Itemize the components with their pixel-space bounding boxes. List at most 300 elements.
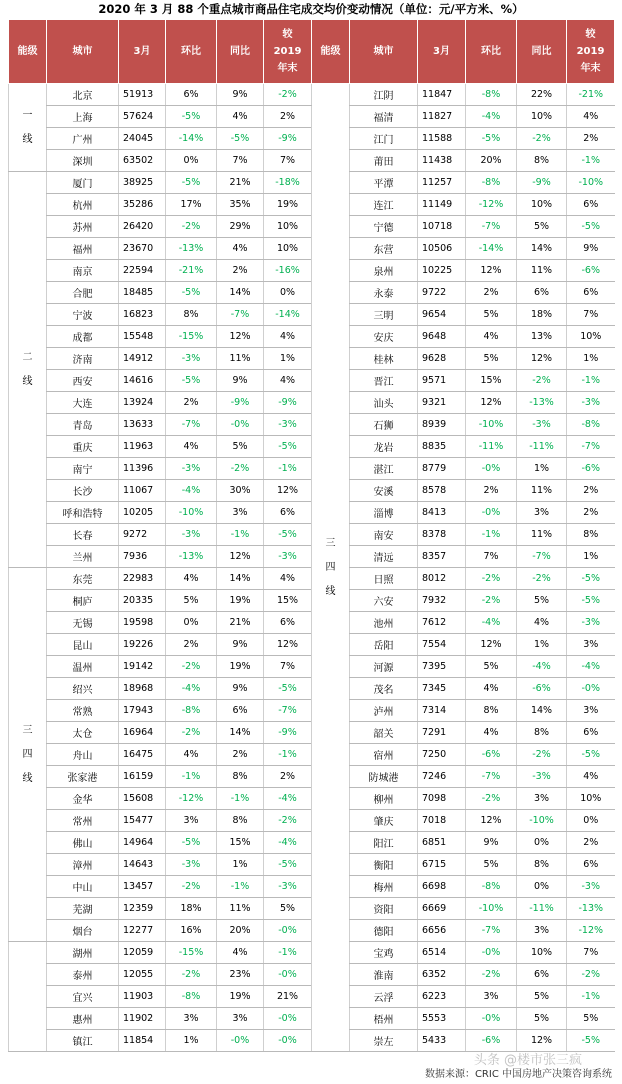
avg-price: 6352 bbox=[418, 964, 466, 986]
ytd-change: -12% bbox=[567, 920, 615, 942]
mom-change: -13% bbox=[166, 546, 217, 568]
mom-change: -1% bbox=[166, 766, 217, 788]
ytd-change: -1% bbox=[264, 942, 312, 964]
ytd-change: 10% bbox=[567, 788, 615, 810]
avg-price: 5433 bbox=[418, 1030, 466, 1052]
avg-price: 8939 bbox=[418, 414, 466, 436]
avg-price: 15477 bbox=[119, 810, 166, 832]
city-name: 宁德 bbox=[350, 216, 418, 238]
mom-change: 4% bbox=[166, 744, 217, 766]
mom-change: -5% bbox=[166, 106, 217, 128]
header-yoy-2: 同比 bbox=[517, 20, 567, 84]
mom-change: 17% bbox=[166, 194, 217, 216]
mom-change: 5% bbox=[466, 656, 517, 678]
avg-price: 11847 bbox=[418, 84, 466, 106]
yoy-change: -7% bbox=[217, 304, 264, 326]
avg-price: 9321 bbox=[418, 392, 466, 414]
mom-change: 12% bbox=[466, 260, 517, 282]
mom-change: -6% bbox=[466, 1030, 517, 1052]
ytd-change: 12% bbox=[264, 480, 312, 502]
avg-price: 11902 bbox=[119, 1008, 166, 1030]
city-name: 日照 bbox=[350, 568, 418, 590]
avg-price: 7345 bbox=[418, 678, 466, 700]
ytd-change: 8% bbox=[567, 524, 615, 546]
ytd-change: 15% bbox=[264, 590, 312, 612]
city-name: 上海 bbox=[47, 106, 119, 128]
yoy-change: 1% bbox=[217, 854, 264, 876]
tier-cell bbox=[9, 172, 47, 568]
yoy-change: 11% bbox=[517, 524, 567, 546]
yoy-change: 12% bbox=[217, 546, 264, 568]
yoy-change: 2% bbox=[217, 260, 264, 282]
yoy-change: 11% bbox=[217, 898, 264, 920]
yoy-change: 4% bbox=[517, 612, 567, 634]
avg-price: 6223 bbox=[418, 986, 466, 1008]
yoy-change: 3% bbox=[517, 502, 567, 524]
city-name: 惠州 bbox=[47, 1008, 119, 1030]
city-name: 桐庐 bbox=[47, 590, 119, 612]
avg-price: 57624 bbox=[119, 106, 166, 128]
yoy-change: 21% bbox=[217, 612, 264, 634]
avg-price: 26420 bbox=[119, 216, 166, 238]
city-name: 石狮 bbox=[350, 414, 418, 436]
yoy-change: 8% bbox=[517, 150, 567, 172]
city-name: 崇左 bbox=[350, 1030, 418, 1052]
mom-change: 3% bbox=[466, 986, 517, 1008]
avg-price: 19598 bbox=[119, 612, 166, 634]
yoy-change: 0% bbox=[517, 832, 567, 854]
yoy-change: 8% bbox=[217, 810, 264, 832]
mom-change: 2% bbox=[466, 282, 517, 304]
mom-change: 12% bbox=[466, 634, 517, 656]
ytd-change: -6% bbox=[567, 458, 615, 480]
yoy-change: -3% bbox=[517, 414, 567, 436]
ytd-change: 2% bbox=[567, 128, 615, 150]
avg-price: 22594 bbox=[119, 260, 166, 282]
avg-price: 17943 bbox=[119, 700, 166, 722]
city-name: 烟台 bbox=[47, 920, 119, 942]
avg-price: 7612 bbox=[418, 612, 466, 634]
avg-price: 12055 bbox=[119, 964, 166, 986]
avg-price: 8413 bbox=[418, 502, 466, 524]
ytd-change: 10% bbox=[567, 326, 615, 348]
city-name: 云浮 bbox=[350, 986, 418, 1008]
city-name: 池州 bbox=[350, 612, 418, 634]
yoy-change: 5% bbox=[517, 986, 567, 1008]
yoy-change: 29% bbox=[217, 216, 264, 238]
mom-change: 4% bbox=[166, 436, 217, 458]
city-name: 济南 bbox=[47, 348, 119, 370]
ytd-change: -3% bbox=[264, 876, 312, 898]
yoy-change: 30% bbox=[217, 480, 264, 502]
tier-label: 三四线 bbox=[22, 724, 33, 784]
mom-change: -4% bbox=[466, 612, 517, 634]
city-name: 泰州 bbox=[47, 964, 119, 986]
ytd-change: 1% bbox=[567, 348, 615, 370]
mom-change: -3% bbox=[166, 458, 217, 480]
ytd-change: -14% bbox=[264, 304, 312, 326]
yoy-change: 8% bbox=[217, 766, 264, 788]
avg-price: 6656 bbox=[418, 920, 466, 942]
ytd-change: 4% bbox=[264, 370, 312, 392]
ytd-change: -2% bbox=[567, 964, 615, 986]
ytd-change: -3% bbox=[567, 876, 615, 898]
city-name: 西安 bbox=[47, 370, 119, 392]
mom-change: 0% bbox=[166, 612, 217, 634]
city-name: 镇江 bbox=[47, 1030, 119, 1052]
mom-change: -2% bbox=[466, 788, 517, 810]
yoy-change: 5% bbox=[217, 436, 264, 458]
avg-price: 20335 bbox=[119, 590, 166, 612]
ytd-change: -5% bbox=[567, 216, 615, 238]
city-name: 连江 bbox=[350, 194, 418, 216]
ytd-change: 6% bbox=[567, 854, 615, 876]
city-name: 茂名 bbox=[350, 678, 418, 700]
yoy-change: 20% bbox=[217, 920, 264, 942]
yoy-change: -1% bbox=[217, 876, 264, 898]
ytd-change: -4% bbox=[567, 656, 615, 678]
mom-change: -2% bbox=[166, 216, 217, 238]
mom-change: -5% bbox=[166, 282, 217, 304]
tier-label: 三四线 bbox=[325, 537, 336, 597]
ytd-change: 4% bbox=[264, 568, 312, 590]
city-name: 杭州 bbox=[47, 194, 119, 216]
mom-change: -13% bbox=[166, 238, 217, 260]
city-name: 汕头 bbox=[350, 392, 418, 414]
city-name: 深圳 bbox=[47, 150, 119, 172]
ytd-change: 10% bbox=[264, 216, 312, 238]
ytd-change: 3% bbox=[567, 700, 615, 722]
yoy-change: 12% bbox=[217, 326, 264, 348]
yoy-change: 6% bbox=[217, 700, 264, 722]
yoy-change: -9% bbox=[517, 172, 567, 194]
avg-price: 7314 bbox=[418, 700, 466, 722]
avg-price: 11149 bbox=[418, 194, 466, 216]
mom-change: -6% bbox=[466, 744, 517, 766]
yoy-change: 3% bbox=[217, 502, 264, 524]
city-name: 永泰 bbox=[350, 282, 418, 304]
city-name: 重庆 bbox=[47, 436, 119, 458]
city-name: 宝鸡 bbox=[350, 942, 418, 964]
mom-change: -2% bbox=[166, 722, 217, 744]
yoy-change: -4% bbox=[517, 656, 567, 678]
mom-change: 4% bbox=[166, 568, 217, 590]
ytd-change: -8% bbox=[567, 414, 615, 436]
city-name: 江阴 bbox=[350, 84, 418, 106]
city-name: 青岛 bbox=[47, 414, 119, 436]
city-name: 泉州 bbox=[350, 260, 418, 282]
tier-cell bbox=[9, 84, 47, 172]
ytd-change: -3% bbox=[567, 612, 615, 634]
yoy-change: 10% bbox=[517, 942, 567, 964]
ytd-change: -3% bbox=[264, 414, 312, 436]
mom-change: -15% bbox=[166, 942, 217, 964]
yoy-change: 14% bbox=[517, 238, 567, 260]
ytd-change: 2% bbox=[567, 480, 615, 502]
mom-change: -7% bbox=[466, 216, 517, 238]
yoy-change: -3% bbox=[517, 766, 567, 788]
mom-change: 5% bbox=[466, 348, 517, 370]
mom-change: 3% bbox=[166, 1008, 217, 1030]
avg-price: 18485 bbox=[119, 282, 166, 304]
ytd-change: 2% bbox=[264, 106, 312, 128]
yoy-change: -9% bbox=[217, 392, 264, 414]
ytd-change: 19% bbox=[264, 194, 312, 216]
ytd-change: 3% bbox=[567, 634, 615, 656]
city-name: 衡阳 bbox=[350, 854, 418, 876]
avg-price: 9628 bbox=[418, 348, 466, 370]
city-name: 湖州 bbox=[47, 942, 119, 964]
mom-change: 15% bbox=[466, 370, 517, 392]
mom-change: 2% bbox=[166, 392, 217, 414]
avg-price: 11827 bbox=[418, 106, 466, 128]
city-name: 东莞 bbox=[47, 568, 119, 590]
table-title: 2020 年 3 月 88 个重点城市商品住宅成交均价变动情况（单位：元/平方米、%） bbox=[98, 2, 524, 16]
ytd-change: -7% bbox=[264, 700, 312, 722]
city-name: 成都 bbox=[47, 326, 119, 348]
mom-change: -2% bbox=[166, 964, 217, 986]
yoy-change: 4% bbox=[217, 238, 264, 260]
avg-price: 7395 bbox=[418, 656, 466, 678]
yoy-change: -13% bbox=[517, 392, 567, 414]
yoy-change: 35% bbox=[217, 194, 264, 216]
avg-price: 10205 bbox=[119, 502, 166, 524]
avg-price: 16475 bbox=[119, 744, 166, 766]
yoy-change: -0% bbox=[217, 414, 264, 436]
ytd-change: -3% bbox=[567, 392, 615, 414]
city-name: 太仓 bbox=[47, 722, 119, 744]
avg-price: 7250 bbox=[418, 744, 466, 766]
ytd-change: -4% bbox=[264, 788, 312, 810]
mom-change: -4% bbox=[466, 106, 517, 128]
city-name: 北京 bbox=[47, 84, 119, 106]
avg-price: 6851 bbox=[418, 832, 466, 854]
avg-price: 23670 bbox=[119, 238, 166, 260]
mom-change: -12% bbox=[166, 788, 217, 810]
ytd-change: -9% bbox=[264, 392, 312, 414]
avg-price: 7291 bbox=[418, 722, 466, 744]
mom-change: -3% bbox=[166, 348, 217, 370]
avg-price: 12359 bbox=[119, 898, 166, 920]
city-name: 德阳 bbox=[350, 920, 418, 942]
mom-change: 2% bbox=[166, 634, 217, 656]
ytd-change: -1% bbox=[264, 458, 312, 480]
city-name: 清远 bbox=[350, 546, 418, 568]
avg-price: 51913 bbox=[119, 84, 166, 106]
ytd-change: -0% bbox=[264, 920, 312, 942]
avg-price: 14912 bbox=[119, 348, 166, 370]
mom-change: 8% bbox=[466, 700, 517, 722]
yoy-change: 21% bbox=[217, 172, 264, 194]
ytd-change: 6% bbox=[264, 502, 312, 524]
city-name: 龙岩 bbox=[350, 436, 418, 458]
mom-change: 9% bbox=[466, 832, 517, 854]
city-name: 桂林 bbox=[350, 348, 418, 370]
mom-change: 5% bbox=[166, 590, 217, 612]
ytd-change: 7% bbox=[264, 150, 312, 172]
yoy-change: 6% bbox=[517, 964, 567, 986]
yoy-change: 14% bbox=[217, 568, 264, 590]
ytd-change: 21% bbox=[264, 986, 312, 1008]
avg-price: 22983 bbox=[119, 568, 166, 590]
ytd-change: 6% bbox=[567, 194, 615, 216]
ytd-change: -1% bbox=[264, 744, 312, 766]
city-name: 兰州 bbox=[47, 546, 119, 568]
ytd-change: 7% bbox=[567, 942, 615, 964]
avg-price: 8779 bbox=[418, 458, 466, 480]
city-name: 厦门 bbox=[47, 172, 119, 194]
avg-price: 19142 bbox=[119, 656, 166, 678]
mom-change: -10% bbox=[466, 414, 517, 436]
mom-change: -3% bbox=[166, 524, 217, 546]
city-name: 昆山 bbox=[47, 634, 119, 656]
mom-change: 20% bbox=[466, 150, 517, 172]
ytd-change: -9% bbox=[264, 128, 312, 150]
ytd-change: 1% bbox=[567, 546, 615, 568]
avg-price: 11854 bbox=[119, 1030, 166, 1052]
city-name: 佛山 bbox=[47, 832, 119, 854]
ytd-change: -5% bbox=[567, 590, 615, 612]
mom-change: -0% bbox=[466, 502, 517, 524]
mom-change: 4% bbox=[466, 326, 517, 348]
ytd-change: -9% bbox=[264, 722, 312, 744]
city-name: 长沙 bbox=[47, 480, 119, 502]
ytd-change: -21% bbox=[567, 84, 615, 106]
avg-price: 13924 bbox=[119, 392, 166, 414]
mom-change: 0% bbox=[166, 150, 217, 172]
yoy-change: 9% bbox=[217, 634, 264, 656]
header-ytd: 较 2019 年末 bbox=[264, 20, 312, 84]
mom-change: 6% bbox=[166, 84, 217, 106]
mom-change: -4% bbox=[166, 678, 217, 700]
yoy-change: 2% bbox=[217, 744, 264, 766]
yoy-change: -6% bbox=[517, 678, 567, 700]
city-name: 梅州 bbox=[350, 876, 418, 898]
city-name: 合肥 bbox=[47, 282, 119, 304]
city-name: 岳阳 bbox=[350, 634, 418, 656]
ytd-change: 2% bbox=[567, 502, 615, 524]
yoy-change: 19% bbox=[217, 656, 264, 678]
avg-price: 8578 bbox=[418, 480, 466, 502]
avg-price: 16823 bbox=[119, 304, 166, 326]
yoy-change: 4% bbox=[217, 106, 264, 128]
city-name: 常熟 bbox=[47, 700, 119, 722]
city-name: 梧州 bbox=[350, 1008, 418, 1030]
yoy-change: -11% bbox=[517, 898, 567, 920]
city-name: 南安 bbox=[350, 524, 418, 546]
mom-change: 16% bbox=[166, 920, 217, 942]
mom-change: -0% bbox=[466, 1008, 517, 1030]
city-name: 安溪 bbox=[350, 480, 418, 502]
yoy-change: 1% bbox=[517, 458, 567, 480]
mom-change: -8% bbox=[466, 876, 517, 898]
yoy-change: 9% bbox=[217, 84, 264, 106]
yoy-change: 15% bbox=[217, 832, 264, 854]
city-name: 阳江 bbox=[350, 832, 418, 854]
avg-price: 12059 bbox=[119, 942, 166, 964]
header-march-2: 3月 bbox=[418, 20, 466, 84]
tier-cell bbox=[9, 568, 47, 942]
mom-change: 4% bbox=[466, 678, 517, 700]
avg-price: 15608 bbox=[119, 788, 166, 810]
table-row bbox=[9, 84, 615, 106]
ytd-change: -13% bbox=[567, 898, 615, 920]
yoy-change: 10% bbox=[517, 194, 567, 216]
table-body bbox=[9, 84, 615, 1052]
ytd-change: 1% bbox=[264, 348, 312, 370]
city-name: 三明 bbox=[350, 304, 418, 326]
ytd-change: -1% bbox=[567, 986, 615, 1008]
ytd-change: 10% bbox=[264, 238, 312, 260]
yoy-change: -2% bbox=[517, 128, 567, 150]
avg-price: 16964 bbox=[119, 722, 166, 744]
yoy-change: 8% bbox=[517, 722, 567, 744]
yoy-change: 3% bbox=[517, 788, 567, 810]
tier-label: 二线 bbox=[22, 351, 33, 387]
city-name: 南宁 bbox=[47, 458, 119, 480]
avg-price: 6514 bbox=[418, 942, 466, 964]
yoy-change: 9% bbox=[217, 678, 264, 700]
avg-price: 11396 bbox=[119, 458, 166, 480]
city-name: 肇庆 bbox=[350, 810, 418, 832]
ytd-change: -2% bbox=[264, 84, 312, 106]
avg-price: 13633 bbox=[119, 414, 166, 436]
mom-change: -21% bbox=[166, 260, 217, 282]
avg-price: 11067 bbox=[119, 480, 166, 502]
ytd-change: -18% bbox=[264, 172, 312, 194]
city-name: 中山 bbox=[47, 876, 119, 898]
price-table bbox=[8, 19, 615, 1052]
ytd-change: -0% bbox=[264, 1008, 312, 1030]
city-name: 湛江 bbox=[350, 458, 418, 480]
mom-change: -1% bbox=[466, 524, 517, 546]
mom-change: 1% bbox=[166, 1030, 217, 1052]
yoy-change: 1% bbox=[517, 634, 567, 656]
yoy-change: 19% bbox=[217, 590, 264, 612]
avg-price: 11903 bbox=[119, 986, 166, 1008]
ytd-change: -4% bbox=[264, 832, 312, 854]
yoy-change: 0% bbox=[517, 876, 567, 898]
yoy-change: 11% bbox=[217, 348, 264, 370]
yoy-change: -2% bbox=[517, 568, 567, 590]
avg-price: 14964 bbox=[119, 832, 166, 854]
avg-price: 11438 bbox=[418, 150, 466, 172]
avg-price: 9654 bbox=[418, 304, 466, 326]
mom-change: -2% bbox=[466, 590, 517, 612]
city-name: 资阳 bbox=[350, 898, 418, 920]
ytd-change: -5% bbox=[264, 524, 312, 546]
yoy-change: -1% bbox=[217, 788, 264, 810]
watermark: 头条 @楼市张三疯 bbox=[473, 1053, 582, 1068]
ytd-change: 7% bbox=[567, 304, 615, 326]
tier-cell-right bbox=[312, 84, 350, 1052]
avg-price: 8357 bbox=[418, 546, 466, 568]
mom-change: -15% bbox=[166, 326, 217, 348]
city-name: 常州 bbox=[47, 810, 119, 832]
avg-price: 19226 bbox=[119, 634, 166, 656]
avg-price: 10718 bbox=[418, 216, 466, 238]
ytd-change: -1% bbox=[567, 150, 615, 172]
mom-change: -3% bbox=[166, 854, 217, 876]
avg-price: 5553 bbox=[418, 1008, 466, 1030]
yoy-change: 23% bbox=[217, 964, 264, 986]
mom-change: 4% bbox=[466, 722, 517, 744]
yoy-change: -10% bbox=[517, 810, 567, 832]
header-mom-2: 环比 bbox=[466, 20, 517, 84]
city-name: 芜湖 bbox=[47, 898, 119, 920]
yoy-change: 7% bbox=[217, 150, 264, 172]
avg-price: 7554 bbox=[418, 634, 466, 656]
